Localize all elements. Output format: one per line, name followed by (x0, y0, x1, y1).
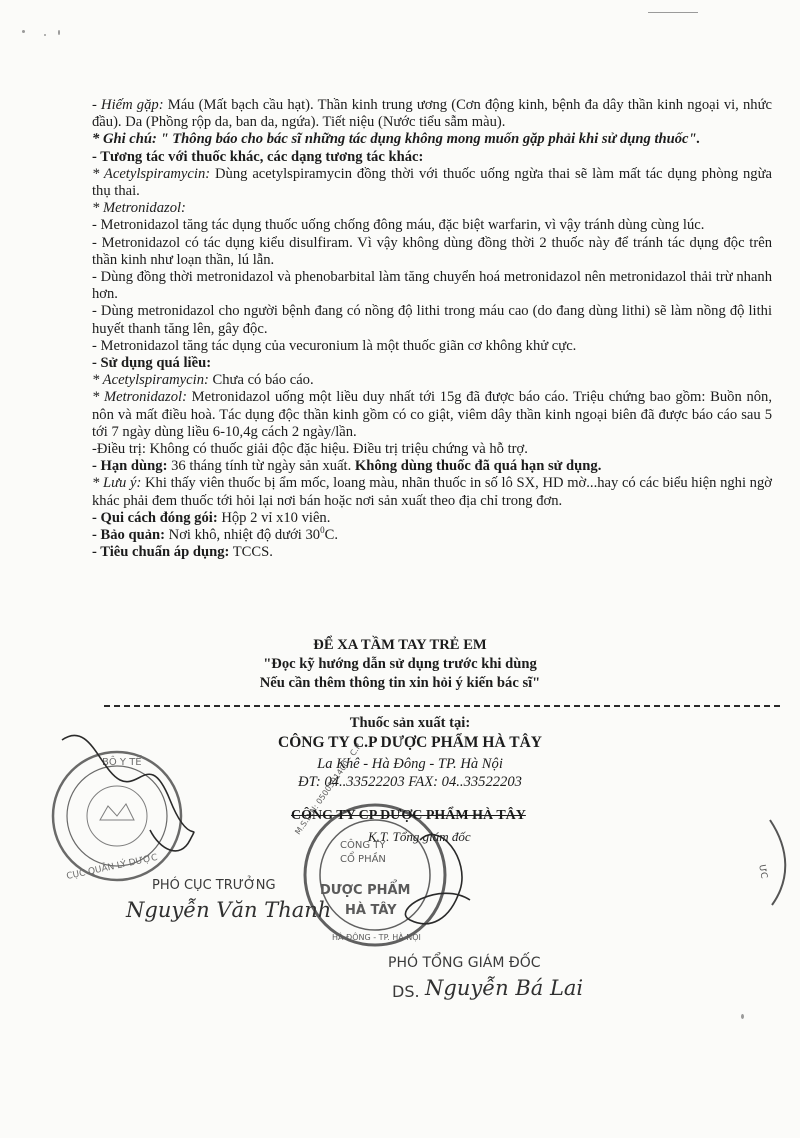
svg-text:BỘ Y TẾ: BỘ Y TẾ (102, 757, 142, 768)
warning-children: ĐỂ XA TẦM TAY TRẺ EM (313, 637, 487, 653)
packaging-text: Hộp 2 vỉ x10 viên. (217, 509, 331, 526)
caution-text: Khi thấy viên thuốc bị ẩm mốc, loang màu, nhãn thuốc in số lô SX, HD mờ...hay có các biểu hiện nghi ngờ khác phải đem thuốc tới hỏi lại nơi bán hoặc nơi sản xuất theo địa chỉ trong đơn. (92, 475, 772, 509)
interaction-item: - Metronidazol tăng tác dụng của vecuronium là một thuốc giãn cơ không khử cực. (92, 337, 577, 354)
director-role: K.T. Tổng giám đốc (368, 829, 471, 844)
heading-overdose: - Sử dụng quá liều: (92, 355, 212, 372)
expiry-label: - Hạn dùng: (92, 458, 168, 475)
svg-text:HÀ ĐÔNG - TP. HÀ NỘI: HÀ ĐÔNG - TP. HÀ NỘI (332, 933, 421, 942)
left-signer-title: PHÓ CỤC TRƯỞNG (152, 878, 276, 893)
storage-text: Nơi khô, nhiệt độ dưới 30 (165, 527, 321, 544)
company-phone-fax: ĐT: 04..33522203 FAX: 04..33522203 (298, 774, 522, 790)
right-signer-prefix: DS. (392, 982, 420, 1001)
svg-text:M.S.D.N: 0500391400 - C.P: M.S.D.N: 0500391400 - C.P (293, 741, 364, 837)
interaction-item: - Dùng đồng thời metronidazol và phenobarbital làm tăng chuyển hoá metronidazol nên metronidazol thải trừ nhanh hơn. (92, 269, 772, 303)
overdose-metronidazol-text: Metronidazol uống một liều duy nhất tới 15g đã được báo cáo. Triệu chứng bao gồm: Buồn nôn, nôn và mất điều hoà. Tác dụng độc thần kinh gồm có co giật, viêm dây thần kinh ngoại biên đã được báo cáo sau 5 tới 7 ngày dùng liều 6-10,4g cách 2 ngày/lần. (92, 389, 772, 440)
caution-label: * Lưu ý: (92, 475, 142, 492)
treatment-text: -Điều trị: Không có thuốc giải độc đặc hiệu. Điều trị triệu chứng và hỗ trợ. (92, 441, 528, 458)
packaging-label: - Qui cách đóng gói: (92, 509, 218, 526)
ministry-stamp (53, 752, 181, 882)
svg-text:CỔ PHẦN: CỔ PHẦN (340, 854, 386, 865)
right-signer-name: Nguyễn Bá Lai (425, 976, 584, 1000)
svg-text:CÔNG TY: CÔNG TY (340, 840, 386, 851)
expiry-warning: Không dùng thuốc đã quá hạn sử dụng. (354, 458, 602, 475)
right-signer-title: PHÓ TỔNG GIÁM ĐỐC (388, 955, 541, 971)
storage-degree: 0 (320, 525, 325, 536)
warning-ask-doctor: Nếu cần thêm thông tin xin hỏi ý kiến bác sĩ" (259, 675, 541, 691)
interaction-item: - Dùng metronidazol cho người bệnh đang có nồng độ lithi trong máu cao (do đang dùng lithi) sẽ làm nồng độ lithi huyết thanh tăng lên, gây độc. (92, 303, 772, 337)
svg-text:DƯỢC PHẨM: DƯỢC PHẨM (320, 883, 411, 898)
rare-effects-text: Máu (Mất bạch cầu hạt). Thần kinh trung ương (Cơn động kinh, bệnh đa dây thần kinh ngoại vi, nhức đầu). Da (Phồng rộp da, ban da, ngứa). Tiết niệu (Nước tiểu sẫm màu). (92, 97, 772, 131)
note-text: * Ghi chú: " Thông báo cho bác sĩ những tác dụng không mong muốn gặp phải khi sử dụng thuốc". (92, 131, 701, 148)
acetylspiramycin-label: * Acetylspiramycin: (92, 165, 211, 182)
company-name: CÔNG TY C.P DƯỢC PHẨM HÀ TÂY (278, 734, 542, 751)
overdose-acetylspiramycin-text: Chưa có báo cáo. (208, 372, 314, 389)
edge-stamp-fragment (770, 820, 785, 905)
svg-text:HÀ TÂY: HÀ TÂY (345, 903, 397, 918)
metronidazol-label: * Metronidazol: (92, 200, 186, 217)
storage-unit: C. (324, 527, 338, 544)
warning-read-instructions: "Đọc kỹ hướng dẫn sử dụng trước khi dùng (263, 656, 537, 672)
heading-interactions: - Tương tác với thuốc khác, các dạng tương tác khác: (92, 148, 424, 165)
rare-effects-label: - Hiếm gặp: (92, 97, 164, 113)
overdose-metronidazol-label: * Metronidazol: (92, 389, 187, 406)
storage-label: - Bảo quản: (92, 527, 165, 544)
interaction-item: - Metronidazol có tác dụng kiểu disulfiram. Vì vậy không dùng đồng thời 2 thuốc này để tránh tác dụng độc trên thần kinh như loạn thần, lú lẫn. (92, 234, 772, 268)
left-signer-name: Nguyễn Văn Thanh (126, 898, 332, 922)
expiry-text: 36 tháng tính từ ngày sản xuất. (167, 458, 355, 475)
overdose-acetylspiramycin-label: * Acetylspiramycin: (92, 372, 209, 389)
standard-label: - Tiêu chuẩn áp dụng: (92, 544, 230, 561)
interaction-item: - Metronidazol tăng tác dụng thuốc uống chống đông máu, đặc biệt warfarin, vì vậy tránh dùng cùng lúc. (92, 217, 705, 234)
made-at-label: Thuốc sản xuất tại: (349, 715, 471, 731)
right-signature-scribble (405, 835, 470, 924)
company-address: La Khê - Hà Đông - TP. Hà Nội (317, 756, 503, 772)
acetylspiramycin-text: Dùng acetylspiramycin đồng thời với thuốc uống ngừa thai sẽ làm mất tác dụng phòng ngừa thụ thai. (92, 165, 772, 200)
svg-text:ƯC: ƯC (756, 863, 769, 880)
standard-text: TCCS. (229, 544, 273, 561)
company-signature-title: CÔNG TY CP DƯỢC PHẨM HÀ TÂY (291, 808, 526, 823)
svg-text:CỤC QUẢN LÝ DƯỢC: CỤC QUẢN LÝ DƯỢC (65, 852, 159, 882)
